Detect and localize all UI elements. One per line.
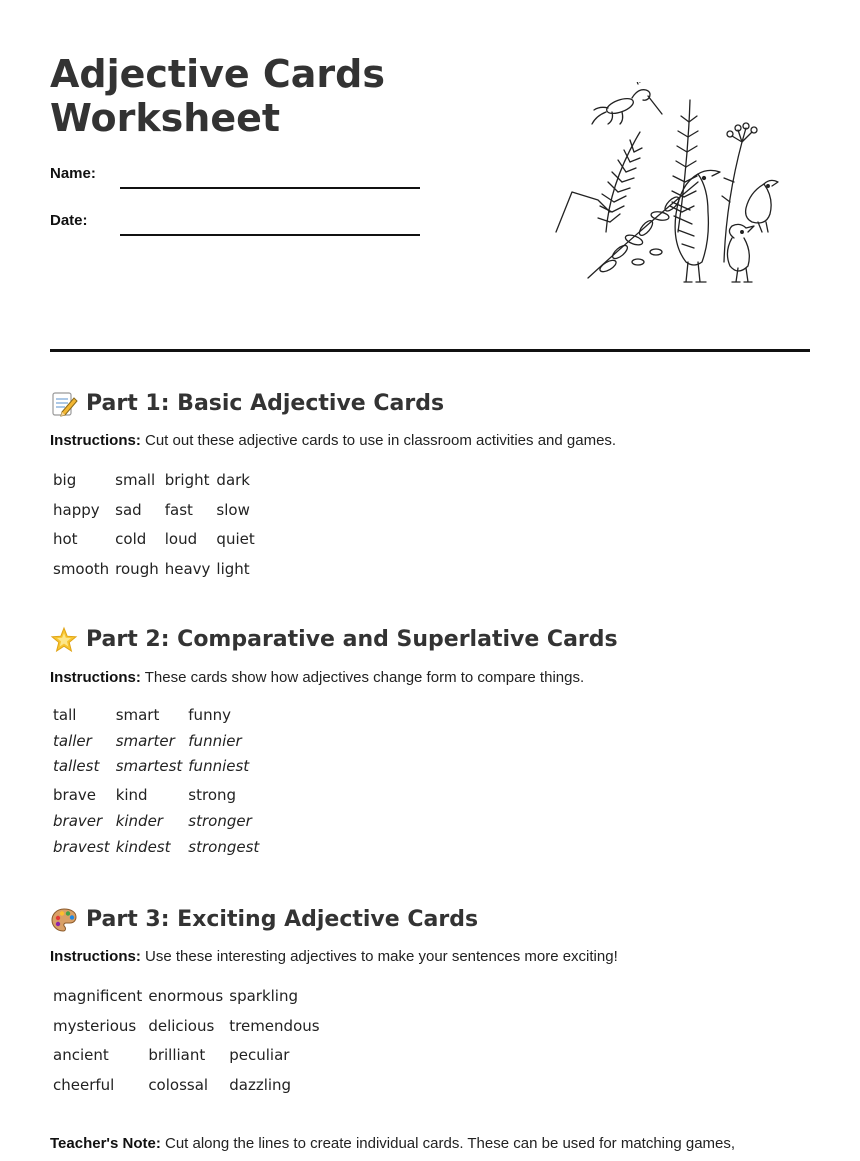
table-row <box>50 754 262 780</box>
superlative-card: bravest <box>53 837 110 856</box>
adjective-card: enormous <box>148 986 224 1005</box>
memo-pencil-icon <box>50 390 78 418</box>
superlative-card: tallest <box>53 757 100 776</box>
comparative-card: kinder <box>115 812 163 831</box>
birds-and-plants-illustration <box>548 82 788 292</box>
table-row <box>50 808 262 834</box>
part1-heading: Part 1: Basic Adjective Cards <box>50 390 830 418</box>
adjective-card: dazzling <box>229 1075 292 1094</box>
adjective-card: strong <box>188 786 237 805</box>
date-label: Date: <box>50 212 88 229</box>
fern-center-icon <box>670 100 698 232</box>
adjective-card: sparkling <box>229 986 298 1005</box>
adjective-card: mysterious <box>53 1016 137 1035</box>
superlative-card: smartest <box>115 757 183 776</box>
comparative-card: braver <box>53 812 103 831</box>
part3-instructions: Instructions: Use these interesting adjectives to make your sentences more exciting! <box>50 948 618 965</box>
adjective-card: tall <box>53 705 77 724</box>
adjective-card: heavy <box>164 559 211 578</box>
comparative-card: taller <box>53 731 92 750</box>
small-bird-icon <box>727 224 754 282</box>
table-row <box>50 728 262 754</box>
table-row <box>50 834 262 860</box>
adjective-card: brilliant <box>148 1046 206 1065</box>
table-row <box>50 779 262 808</box>
part1-cards-table <box>50 465 258 584</box>
adjective-card: fast <box>164 500 193 519</box>
comparative-card: smarter <box>115 731 175 750</box>
adjective-card: kind <box>115 786 148 805</box>
adjective-card: ancient <box>53 1046 109 1065</box>
table-row <box>50 1040 323 1070</box>
table-row <box>50 495 258 525</box>
part3-section <box>50 906 830 1100</box>
adjective-card: slow <box>216 500 250 519</box>
comparative-card: stronger <box>188 812 252 831</box>
adjective-card: cheerful <box>53 1075 115 1094</box>
adjective-card: colossal <box>148 1075 209 1094</box>
name-label: Name: <box>50 165 96 182</box>
table-row <box>50 702 262 728</box>
adjective-card: magnificent <box>53 986 143 1005</box>
adjective-card: funny <box>188 705 231 724</box>
adjective-card: peculiar <box>229 1046 290 1065</box>
superlative-card: strongest <box>188 837 260 856</box>
adjective-card: smart <box>115 705 160 724</box>
artist-palette-icon <box>50 906 78 934</box>
teacher-note: Teacher's Note: Cut along the lines to create individual cards. These can be used for matching games, <box>50 1135 736 1152</box>
adjective-card: big <box>53 470 77 489</box>
adjective-card: happy <box>53 500 100 519</box>
adjective-card: rough <box>115 559 159 578</box>
table-row <box>50 524 258 554</box>
part2-instructions: Instructions: These cards show how adjectives change form to compare things. <box>50 669 585 686</box>
adjective-card: light <box>216 559 250 578</box>
berry-sprig-icon <box>722 123 757 262</box>
page-title: Adjective Cards Worksheet <box>50 52 385 140</box>
adjective-card: brave <box>53 786 96 805</box>
adjective-card: sad <box>115 500 142 519</box>
comparative-card: funnier <box>188 731 242 750</box>
date-line <box>120 234 420 236</box>
adjective-card: dark <box>216 470 250 489</box>
part2-cards-table <box>50 702 262 860</box>
table-row <box>50 554 258 584</box>
part2-heading: Part 2: Comparative and Superlative Cards <box>50 626 830 654</box>
part1-instructions: Instructions: Cut out these adjective cards to use in classroom activities and games. <box>50 432 617 449</box>
adjective-card: quiet <box>216 530 255 549</box>
superlative-card: kindest <box>115 837 171 856</box>
name-line <box>120 187 420 189</box>
part3-cards-table <box>50 981 323 1100</box>
section-divider <box>50 349 810 352</box>
table-row <box>50 981 323 1011</box>
adjective-card: tremendous <box>229 1016 320 1035</box>
table-row <box>50 1070 323 1100</box>
adjective-card: hot <box>53 530 78 549</box>
superlative-card: funniest <box>188 757 250 776</box>
glowing-star-icon <box>50 626 78 654</box>
fern-left-icon <box>556 132 642 232</box>
adjective-card: small <box>115 470 156 489</box>
table-row <box>50 1011 323 1041</box>
table-row <box>50 465 258 495</box>
adjective-card: bright <box>164 470 210 489</box>
adjective-card: delicious <box>148 1016 215 1035</box>
adjective-card: loud <box>164 530 198 549</box>
adjective-card: smooth <box>53 559 110 578</box>
part2-section <box>50 626 830 860</box>
perched-bird-icon <box>746 180 778 232</box>
adjective-card: cold <box>115 530 147 549</box>
part3-heading: Part 3: Exciting Adjective Cards <box>50 906 830 934</box>
part1-section <box>50 390 830 584</box>
flying-bird-icon <box>592 82 662 124</box>
